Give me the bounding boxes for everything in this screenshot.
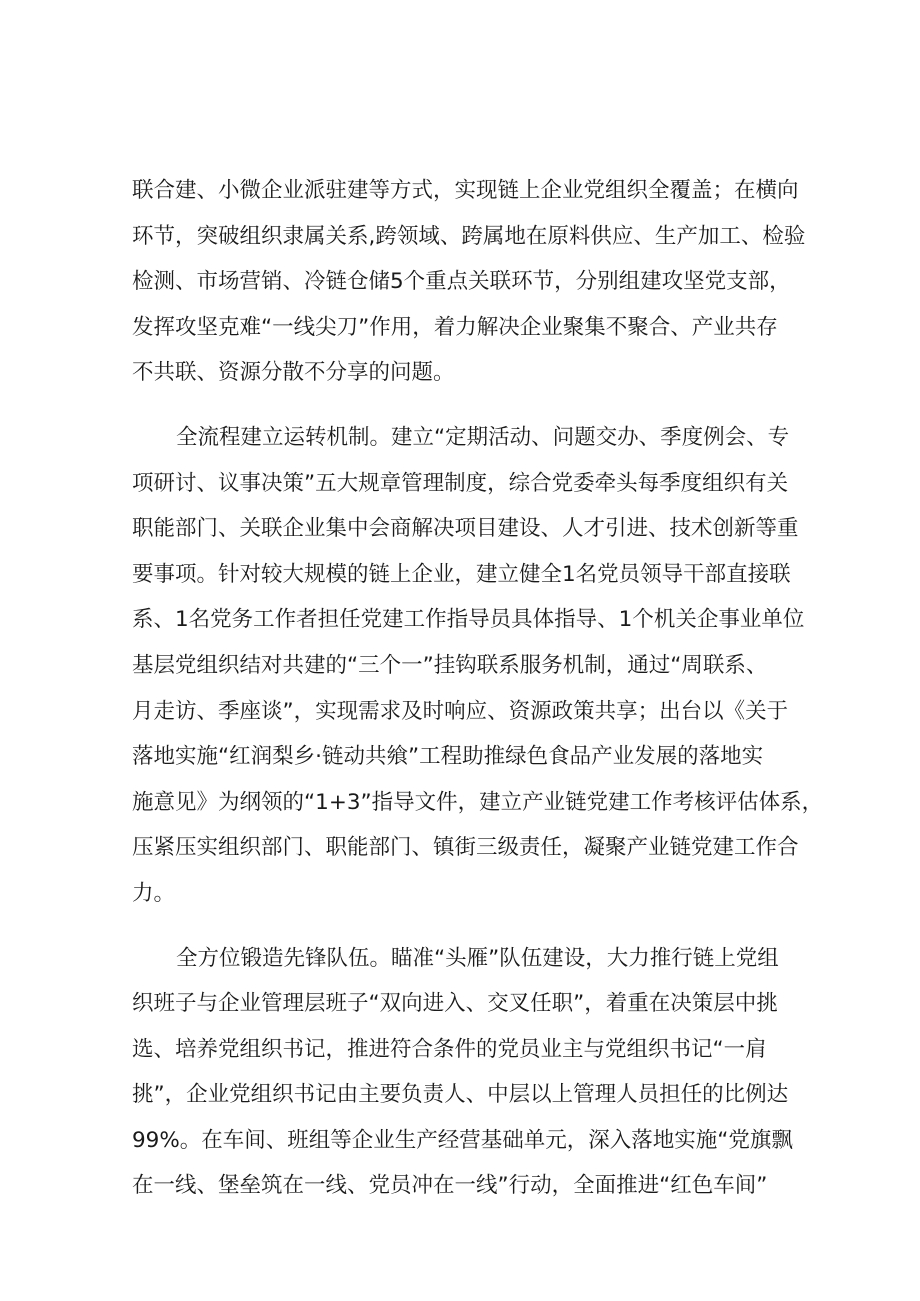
text-line: 压紧压实组织部门、职能部门、镇街三级责任，凝聚产业链党建工作合 [132,835,799,861]
text-line: 选、培养党组织书记，推进符合条件的党员业主与党组织书记“一肩 [132,1036,767,1062]
text-line: 织班子与企业管理层班子“双向进入、交叉任职”，着重在决策层中挑 [132,991,778,1017]
paragraph-2 [132,415,824,917]
text-line: 全方位锻造先锋队伍。瞄准“头雁”队伍建设，大力推行链上党组 [176,945,779,971]
text-line: 系、1名党务工作者担任党建工作指导员具体指导、1个机关企事业单位 [132,607,805,633]
text-line: 环节，突破组织隶属关系,跨领域、跨属地在原料供应、生产加工、检验 [132,223,806,249]
text-line: 发挥攻坚克难“一线尖刀”作用，着力解决企业聚集不聚合、产业共存 [132,314,778,340]
text-line: 基层党组织结对共建的“三个一”挂钩联系服务机制，通过“周联系、 [132,652,768,678]
text-line: 在一线、堡垒筑在一线、党员冲在一线”行动，全面推进“红色车间” [132,1173,768,1199]
text-line: 职能部门、关联企业集中会商解决项目建设、人才引进、技术创新等重 [132,516,799,542]
text-line: 力。 [132,880,176,906]
paragraph-spacer [132,396,792,415]
paragraph-spacer [132,917,792,936]
text-line: 项研讨、议事决策”五大规章管理制度，综合党委牵头每季度组织有关 [132,470,789,496]
paragraph-3 [132,936,792,1210]
text-line: 99%。在车间、班组等企业生产经营基础单元，深入落地实施“党旗飘 [132,1127,793,1153]
text-line: 全流程建立运转机制。建立“定期活动、问题交办、季度例会、专 [176,424,790,450]
text-line: 月走访、季座谈”，实现需求及时响应、资源政策共享；出台以《关于 [132,698,789,724]
text-line: 施意见》为纲领的“1+3”指导文件，建立产业链党建工作考核评估体系， [132,789,824,815]
text-line: 不共联、资源分散不分享的问题。 [132,360,455,386]
paragraph-1 [132,168,806,396]
text-line: 挑”，企业党组织书记由主要负责人、中层以上管理人员担任的比例达 [132,1082,789,1108]
text-line: 要事项。针对较大规模的链上企业，建立健全1名党员领导干部直接联 [132,561,791,587]
text-line: 检测、市场营销、冷链仓储5个重点关联环节，分别组建攻坚党支部， [132,269,791,295]
body-text [132,168,824,1209]
text-line: 联合建、小微企业派驻建等方式，实现链上企业党组织全覆盖；在横向 [132,178,799,203]
text-line: 落地实施“红润梨乡·链动共飨”工程助推绿色食品产业发展的落地实 [132,744,764,770]
